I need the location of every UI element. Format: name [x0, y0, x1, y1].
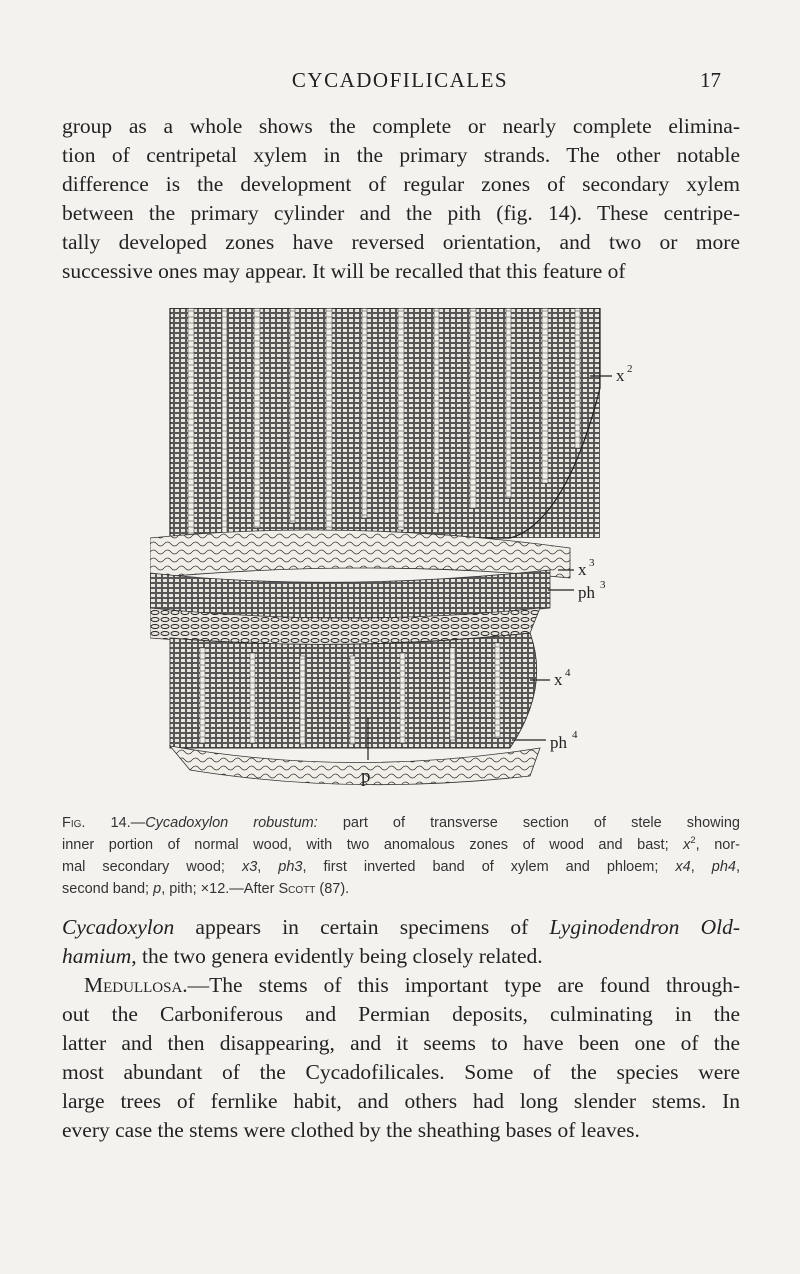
section-heading: Medullosa: [84, 973, 183, 997]
label-x4-sup: 4: [565, 667, 571, 679]
caption-text: , pith; ×12.—After: [161, 881, 279, 897]
species-epithet: hamium: [62, 944, 132, 968]
page-header: [0, 68, 800, 98]
text-line: group as a whole shows the complete or nearly complete elimina-: [62, 114, 740, 138]
caption-text: second band;: [62, 881, 154, 897]
text-span: .—The stems of this important type are found through-: [182, 973, 740, 997]
caption-text: ,: [257, 859, 279, 875]
caption-text: , first inverted band of xylem and phloem;: [302, 859, 676, 875]
caption-symbol: x3: [241, 859, 258, 875]
caption-text: ,: [690, 859, 712, 875]
text-line: between the primary cylinder and the pith (fig. 14). These centripe-: [62, 201, 740, 225]
caption-author: Scott: [278, 881, 316, 897]
species-name: Cycadoxylon robustum:: [145, 815, 318, 831]
text-line: most abundant of the Cycadofilicales. Some of the species were: [62, 1060, 740, 1084]
caption-symbol: x: [683, 837, 691, 853]
stele-section-figure: [150, 308, 650, 808]
caption-text: , nor-: [695, 837, 741, 853]
body-paragraph-1: [62, 112, 740, 286]
first-inverted-band: [150, 530, 570, 644]
label-pith: p: [361, 766, 371, 787]
label-x2-sup: 2: [627, 363, 633, 375]
text-line: every case the stems were clothed by the sheathing bases of leaves.: [62, 1118, 640, 1142]
label-x2: x: [616, 366, 625, 385]
caption-text: part of transverse section of stele showing: [342, 815, 740, 831]
text-span: appears in certain specimens of: [174, 915, 550, 939]
label-ph4: ph: [550, 733, 567, 752]
label-ph3: ph: [578, 583, 595, 602]
caption-symbol: ph3: [278, 859, 303, 875]
page-number: 17: [700, 68, 721, 92]
genus-name: Lyginodendron Old-: [549, 915, 740, 939]
caption-text: inner portion of normal wood, with two anomalous zones of wood and bast;: [62, 837, 684, 853]
text-line: large trees of fernlike habit, and others had long slender stems. In: [62, 1089, 740, 1113]
caption-symbol: x4: [675, 859, 691, 875]
fig-label: Fig. 14.: [62, 815, 131, 831]
text-line: out the Carboniferous and Permian deposits, culminating in the: [62, 1002, 740, 1026]
text-line: successive ones may appear. It will be recalled that this feature of: [62, 259, 626, 283]
label-ph4-sup: 4: [572, 729, 578, 741]
caption-symbol: ph4: [711, 859, 736, 875]
figure-caption: Fig. 14.—Cycadoxylon robustum: part of transverse section of stele showing inner portion of normal wood, with two anomalous zones of wood and bast; $x^2$, nor- mal secondary wood; x3, ph3, first inverted band of xylem and phloem; x4, ph4, second band; p, pith; ×12.—After Scott (87).: [62, 815, 741, 897]
text-line: tally developed zones have reversed orientation, and two or more: [62, 230, 740, 254]
label-ph3-sup: 3: [600, 579, 606, 591]
text-line: tion of centripetal xylem in the primary strands. The other notable: [62, 143, 740, 167]
normal-wood-zone: [170, 308, 600, 538]
label-x3: x: [578, 560, 587, 579]
body-paragraph-2: [62, 913, 740, 1145]
caption-text: ,: [735, 859, 740, 875]
caption-text: (87).: [315, 881, 350, 897]
caption-sup: 2: [690, 834, 696, 846]
running-title: CYCADOFILICALES: [291, 68, 509, 92]
text-line: latter and then disappearing, and it seems to have been one of the: [62, 1031, 740, 1055]
label-x3-sup: 3: [589, 557, 595, 569]
genus-name: Cycadoxylon: [62, 915, 175, 939]
second-band: [170, 633, 540, 785]
text-line: difference is the development of regular zones of secondary xylem: [62, 172, 740, 196]
label-x4: x: [554, 670, 563, 689]
caption-symbol: p: [153, 881, 162, 897]
text-span: , the two genera evidently being closely related.: [131, 944, 543, 968]
caption-text: mal secondary wood;: [62, 859, 242, 875]
